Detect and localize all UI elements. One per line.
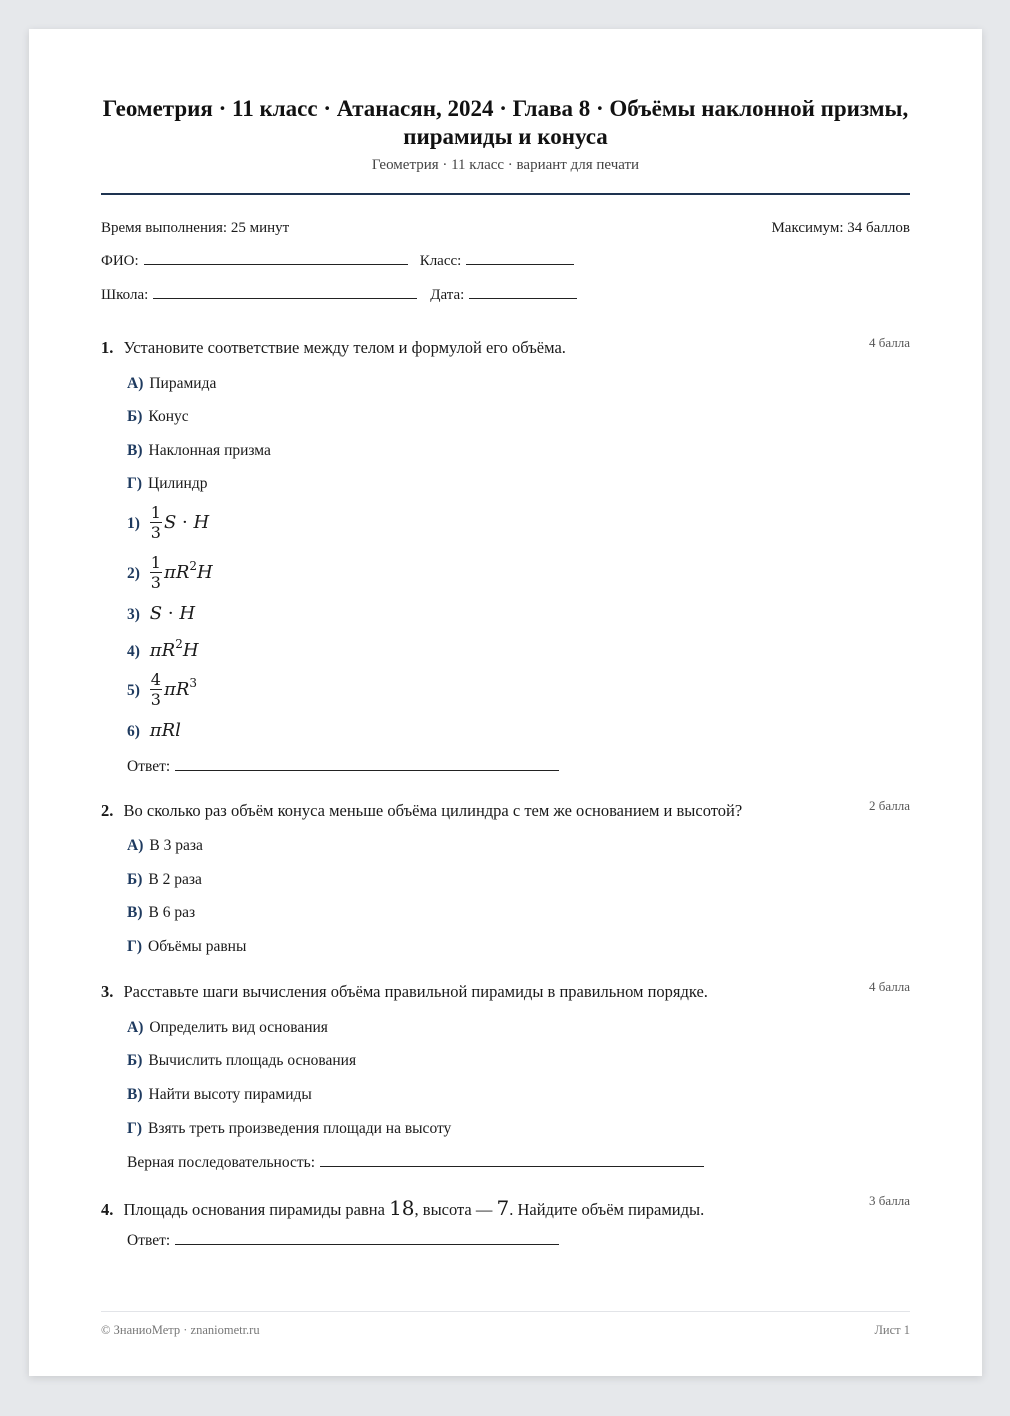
option-text: Вычислить площадь основания	[148, 1052, 357, 1069]
option-b	[127, 1052, 356, 1070]
question-points: 2 балла	[869, 798, 910, 813]
question-value-area: 18	[389, 1196, 415, 1220]
option-v	[127, 442, 271, 460]
option-v	[127, 904, 195, 922]
formula-key: 6)	[127, 723, 140, 740]
option-text: Пирамида	[149, 375, 217, 392]
option-text: Объёмы равны	[148, 938, 247, 955]
option-key: Г)	[127, 1120, 143, 1137]
option-key: А)	[127, 1019, 144, 1036]
school-line[interactable]	[153, 297, 417, 299]
option-text: Найти высоту пирамиды	[148, 1086, 312, 1103]
max-score: Максимум: 34 баллов	[771, 220, 910, 236]
page-title: Геометрия · 11 класс · Атанасян, 2024 · Глава 8 · Объёмы наклонной призмы, пирамиды и конуса	[102, 96, 909, 149]
footer-copyright: © ЗнаниоМетр · znaniometr.ru	[101, 1323, 260, 1337]
answer-row-q4	[127, 1232, 559, 1250]
question-text-part-b: , высота —	[414, 1200, 493, 1219]
formula-key: 1)	[127, 514, 140, 532]
answer-row-q1	[127, 758, 559, 776]
formula-1	[127, 503, 209, 542]
formula-key: 5)	[127, 681, 140, 699]
option-text: Определить вид основания	[149, 1019, 328, 1036]
option-key: Б)	[127, 871, 143, 888]
answer-row-q3	[127, 1154, 704, 1172]
option-key: В)	[127, 442, 143, 459]
option-key: А)	[127, 837, 144, 854]
fio-line[interactable]	[144, 263, 408, 265]
option-text: Цилиндр	[148, 475, 208, 492]
question-1	[101, 335, 910, 358]
page-content	[101, 29, 910, 1376]
meta-row	[101, 220, 910, 237]
question-number: 3.	[101, 982, 114, 1001]
formula-2	[127, 553, 213, 592]
option-text: В 2 раза	[148, 871, 202, 888]
option-text: В 3 раза	[149, 837, 203, 854]
formula-4	[127, 637, 199, 661]
page-subtitle: Геометрия · 11 класс · вариант для печати	[371, 157, 640, 173]
option-text: В 6 раз	[148, 904, 196, 921]
time-limit: Время выполнения: 25 минут	[101, 220, 290, 236]
fio-class-row	[101, 253, 574, 270]
formula-6	[127, 720, 181, 741]
question-text: Расставьте шаги вычисления объёма правильной пирамиды в правильном порядке.	[123, 982, 708, 1001]
question-text-part-a: Площадь основания пирамиды равна	[123, 1200, 385, 1219]
formula-one-third-s-h: $\frac{1}{3}$ S · H	[150, 503, 210, 542]
option-key: Б)	[127, 1052, 143, 1069]
question-points: 4 балла	[869, 335, 910, 350]
answer-line[interactable]	[320, 1165, 704, 1167]
formula-pi-r-l: πRl	[149, 720, 181, 741]
formula-pi-r2-h: $\pi R^2H$	[149, 637, 199, 661]
footer-divider	[101, 1311, 910, 1312]
question-value-height: 7	[496, 1196, 510, 1220]
answer-line[interactable]	[175, 769, 559, 771]
option-key: Г)	[127, 475, 143, 492]
option-b	[127, 408, 189, 426]
question-points: 3 балла	[869, 1193, 910, 1208]
page-footer	[101, 1323, 910, 1338]
school-label: Школа:	[101, 287, 149, 303]
option-v	[127, 1086, 312, 1104]
formula-four-thirds-pi-r3: $\frac{4}{3}$ $\pi R^3$	[150, 670, 198, 709]
option-b	[127, 871, 202, 889]
question-text: Установите соответствие между телом и формулой его объёма.	[123, 338, 566, 357]
question-4	[101, 1193, 910, 1220]
answer-label: Верная последовательность:	[127, 1154, 316, 1171]
formula-key: 3)	[127, 606, 140, 623]
question-text-part-c: . Найдите объём пирамиды.	[509, 1200, 705, 1219]
option-a	[127, 375, 216, 393]
class-line[interactable]	[466, 263, 574, 265]
option-a	[127, 1019, 328, 1037]
question-number: 1.	[101, 338, 114, 357]
option-g	[127, 938, 246, 956]
question-points: 4 балла	[869, 979, 910, 994]
option-key: В)	[127, 904, 143, 921]
page-number: Лист 1	[874, 1323, 910, 1337]
option-a	[127, 837, 203, 855]
option-text: Конус	[148, 408, 189, 425]
option-g	[127, 475, 207, 493]
school-date-row	[101, 287, 577, 304]
formula-5	[127, 670, 197, 709]
formula-one-third-pi-r2-h: $\frac{1}{3}$ $\pi R^2H$	[150, 553, 213, 592]
option-key: Б)	[127, 408, 143, 425]
option-key: А)	[127, 375, 144, 392]
formula-3	[127, 603, 195, 624]
formula-key: 2)	[127, 564, 140, 582]
date-label: Дата:	[430, 287, 465, 303]
formula-key: 4)	[127, 643, 140, 660]
question-3	[101, 979, 910, 1002]
worksheet-page	[29, 29, 982, 1376]
option-key: Г)	[127, 938, 143, 955]
question-2	[101, 798, 910, 821]
class-label: Класс:	[419, 253, 462, 269]
header-divider	[101, 193, 910, 195]
formula-s-h: S · H	[149, 603, 196, 624]
answer-label: Ответ:	[127, 758, 171, 775]
date-line[interactable]	[469, 297, 577, 299]
answer-label: Ответ:	[127, 1232, 171, 1249]
option-g	[127, 1120, 451, 1138]
question-text: Во сколько раз объём конуса меньше объёма цилиндра с тем же основанием и высотой?	[123, 801, 743, 820]
fio-label: ФИО:	[101, 253, 139, 269]
option-key: В)	[127, 1086, 143, 1103]
option-text: Взять треть произведения площади на высоту	[148, 1120, 452, 1137]
question-number: 4.	[101, 1200, 114, 1219]
question-number: 2.	[101, 801, 114, 820]
option-text: Наклонная призма	[148, 442, 271, 459]
answer-line[interactable]	[175, 1243, 559, 1245]
